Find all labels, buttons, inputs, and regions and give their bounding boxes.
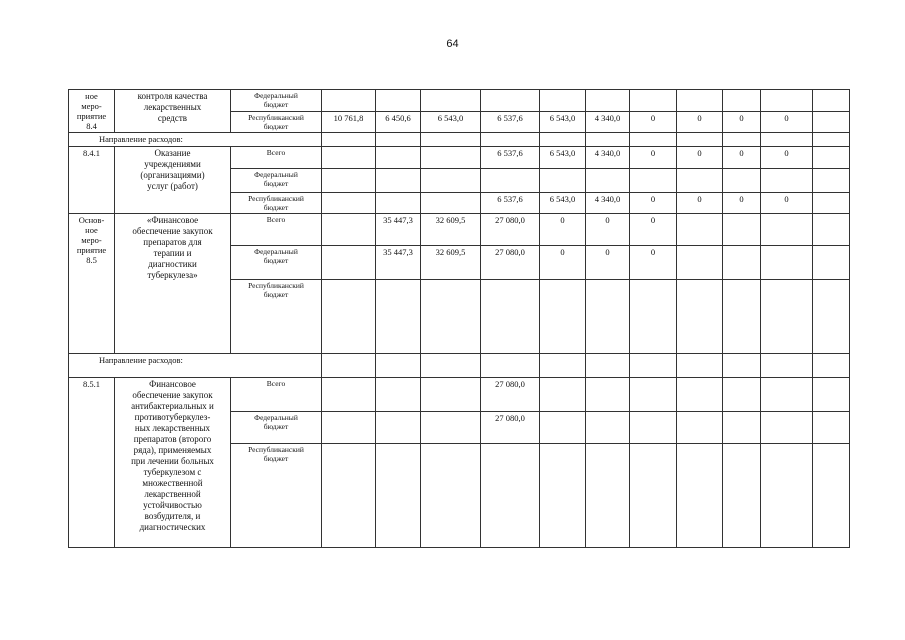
value-cell [677, 90, 723, 112]
value-cell [540, 412, 586, 444]
value-cell [376, 193, 421, 214]
value-cell: 32 609,5 [421, 246, 481, 280]
value-cell: 0 [630, 246, 677, 280]
value-cell [723, 280, 761, 354]
value-cell [761, 280, 813, 354]
value-cell [421, 147, 481, 169]
empty-cell [322, 354, 376, 378]
value-cell: 27 080,0 [481, 214, 540, 246]
value-cell: 0 [630, 214, 677, 246]
value-cell [376, 444, 421, 548]
empty-cell [813, 444, 850, 548]
value-cell: 35 447,3 [376, 246, 421, 280]
value-cell [322, 214, 376, 246]
value-cell [376, 147, 421, 169]
value-cell: 4 340,0 [586, 111, 630, 133]
value-cell: 0 [723, 193, 761, 214]
row-number: Основ- ное меро- приятие 8.5 [69, 214, 115, 354]
empty-cell [677, 133, 723, 147]
value-cell [723, 214, 761, 246]
funding-source: Республиканский бюджет [231, 280, 322, 354]
value-cell: 0 [630, 193, 677, 214]
row-number: 8.4.1 [69, 147, 115, 214]
table-row [69, 147, 850, 169]
value-cell [540, 280, 586, 354]
funding-source: Всего [231, 214, 322, 246]
value-cell: 6 537,6 [481, 111, 540, 133]
value-cell: 4 340,0 [586, 193, 630, 214]
value-cell [421, 90, 481, 112]
direction-row [69, 133, 850, 147]
value-cell [630, 412, 677, 444]
value-cell: 6 543,0 [421, 111, 481, 133]
value-cell: 4 340,0 [586, 147, 630, 169]
value-cell [761, 378, 813, 412]
value-cell: 0 [761, 111, 813, 133]
value-cell [630, 444, 677, 548]
funding-source: Федеральный бюджет [231, 246, 322, 280]
direction-label: Направление расходов: [69, 133, 322, 147]
empty-cell [723, 354, 761, 378]
value-cell [586, 90, 630, 112]
value-cell [481, 280, 540, 354]
row-number: ное меро- приятие 8.4 [69, 90, 115, 133]
value-cell: 27 080,0 [481, 246, 540, 280]
empty-cell [376, 354, 421, 378]
value-cell [761, 412, 813, 444]
value-cell [677, 444, 723, 548]
value-cell [421, 193, 481, 214]
value-cell: 6 450,6 [376, 111, 421, 133]
value-cell [421, 412, 481, 444]
value-cell: 10 761,8 [322, 111, 376, 133]
value-cell [586, 444, 630, 548]
value-cell [586, 378, 630, 412]
empty-cell [586, 354, 630, 378]
value-cell [376, 169, 421, 193]
value-cell [630, 378, 677, 412]
empty-cell [813, 246, 850, 280]
value-cell [586, 280, 630, 354]
row-name: Оказание учреждениями (организациями) услуг (работ) [115, 147, 231, 214]
value-cell: 0 [630, 111, 677, 133]
value-cell [761, 90, 813, 112]
empty-cell [481, 133, 540, 147]
empty-cell [813, 133, 850, 147]
funding-source: Республиканский бюджет [231, 193, 322, 214]
value-cell [723, 169, 761, 193]
row-name: контроля качества лекарственных средств [115, 90, 231, 133]
page-number: 64 [446, 38, 459, 50]
value-cell [322, 378, 376, 412]
row-name: Финансовое обеспечение закупок антибактериальных и противотуберкулез- ных лекарственных препаратов (второго ряда), применяемых при лечении больных туберкулезом с множественной лекарственной устойчивостью возбудителя, и диагностических [115, 378, 231, 548]
value-cell [421, 280, 481, 354]
funding-source: Федеральный бюджет [231, 90, 322, 112]
value-cell [761, 444, 813, 548]
value-cell [677, 169, 723, 193]
funding-source: Федеральный бюджет [231, 412, 322, 444]
value-cell [322, 193, 376, 214]
value-cell: 6 537,6 [481, 147, 540, 169]
empty-cell [813, 412, 850, 444]
value-cell: 6 537,6 [481, 193, 540, 214]
value-cell [677, 412, 723, 444]
value-cell [376, 280, 421, 354]
empty-cell [813, 214, 850, 246]
empty-cell [813, 280, 850, 354]
value-cell: 32 609,5 [421, 214, 481, 246]
empty-cell [813, 354, 850, 378]
value-cell: 0 [761, 147, 813, 169]
value-cell [376, 378, 421, 412]
value-cell [761, 169, 813, 193]
value-cell: 27 080,0 [481, 378, 540, 412]
value-cell: 0 [540, 246, 586, 280]
value-cell [630, 90, 677, 112]
table-row [69, 378, 850, 412]
value-cell [322, 147, 376, 169]
value-cell [481, 169, 540, 193]
funding-source: Федеральный бюджет [231, 169, 322, 193]
empty-cell [813, 90, 850, 112]
value-cell: 0 [630, 147, 677, 169]
value-cell: 6 543,0 [540, 147, 586, 169]
value-cell: 6 543,0 [540, 111, 586, 133]
value-cell [481, 444, 540, 548]
value-cell: 35 447,3 [376, 214, 421, 246]
empty-cell [421, 133, 481, 147]
value-cell [322, 246, 376, 280]
empty-cell [630, 133, 677, 147]
empty-cell [723, 133, 761, 147]
value-cell [322, 169, 376, 193]
value-cell [421, 378, 481, 412]
value-cell [322, 412, 376, 444]
value-cell [481, 90, 540, 112]
value-cell [761, 246, 813, 280]
empty-cell [376, 133, 421, 147]
value-cell [723, 378, 761, 412]
funding-source: Республиканский бюджет [231, 444, 322, 548]
value-cell [540, 378, 586, 412]
empty-cell [540, 354, 586, 378]
funding-source: Всего [231, 147, 322, 169]
table-row [69, 214, 850, 246]
value-cell [540, 169, 586, 193]
value-cell: 0 [586, 246, 630, 280]
empty-cell [586, 133, 630, 147]
budget-table [68, 89, 850, 548]
row-number: 8.5.1 [69, 378, 115, 548]
empty-cell [813, 193, 850, 214]
value-cell [723, 412, 761, 444]
empty-cell [677, 354, 723, 378]
direction-row [69, 354, 850, 378]
value-cell: 27 080,0 [481, 412, 540, 444]
empty-cell [540, 133, 586, 147]
value-cell: 0 [723, 147, 761, 169]
value-cell [376, 90, 421, 112]
empty-cell [630, 354, 677, 378]
value-cell [421, 169, 481, 193]
empty-cell [813, 111, 850, 133]
empty-cell [813, 147, 850, 169]
empty-cell [481, 354, 540, 378]
funding-source: Республиканский бюджет [231, 111, 322, 133]
value-cell [630, 169, 677, 193]
value-cell: 0 [540, 214, 586, 246]
empty-cell [813, 378, 850, 412]
value-cell: 6 543,0 [540, 193, 586, 214]
value-cell [723, 90, 761, 112]
value-cell: 0 [677, 111, 723, 133]
funding-source: Всего [231, 378, 322, 412]
value-cell [376, 412, 421, 444]
value-cell: 0 [677, 147, 723, 169]
row-name: «Финансовое обеспечение закупок препаратов для терапии и диагностики туберкулеза» [115, 214, 231, 354]
value-cell [630, 280, 677, 354]
value-cell: 0 [723, 111, 761, 133]
empty-cell [322, 133, 376, 147]
value-cell: 0 [677, 193, 723, 214]
value-cell [322, 280, 376, 354]
empty-cell [761, 354, 813, 378]
value-cell [723, 444, 761, 548]
value-cell [322, 90, 376, 112]
value-cell [723, 246, 761, 280]
value-cell [677, 246, 723, 280]
value-cell [677, 280, 723, 354]
empty-cell [761, 133, 813, 147]
value-cell [322, 444, 376, 548]
value-cell [586, 412, 630, 444]
value-cell [540, 90, 586, 112]
value-cell: 0 [761, 193, 813, 214]
value-cell [761, 214, 813, 246]
empty-cell [813, 169, 850, 193]
value-cell: 0 [586, 214, 630, 246]
value-cell [421, 444, 481, 548]
direction-label: Направление расходов: [69, 354, 322, 378]
value-cell [677, 378, 723, 412]
value-cell [677, 214, 723, 246]
table-row [69, 90, 850, 112]
value-cell [540, 444, 586, 548]
empty-cell [421, 354, 481, 378]
value-cell [586, 169, 630, 193]
